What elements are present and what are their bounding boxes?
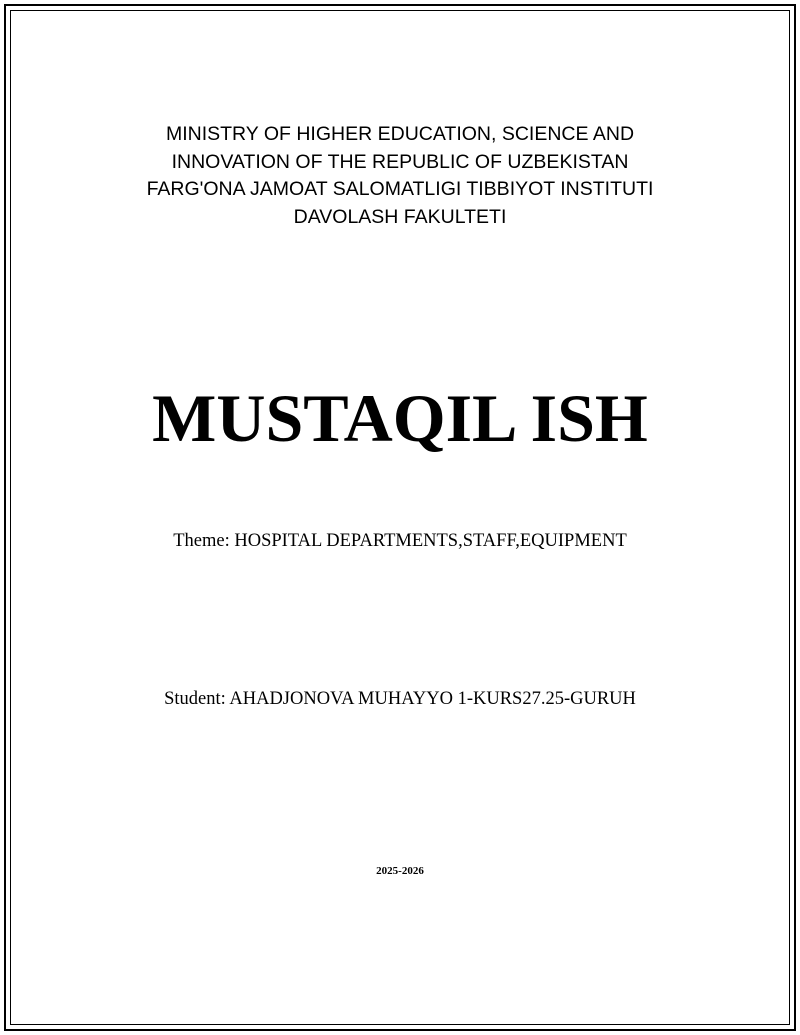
institution-header [0, 121, 800, 231]
academic-year: 2025-2026 [376, 865, 424, 877]
header-line: INNOVATION OF THE REPUBLIC OF UZBEKISTAN [171, 150, 629, 173]
student-line: Student: AHADJONOVA MUHAYYO 1-KURS27.25-GURUH [164, 689, 636, 709]
header-line: MINISTRY OF HIGHER EDUCATION, SCIENCE AND [165, 123, 635, 145]
document-title: MUSTAQIL ISH [152, 380, 648, 456]
header-line: DAVOLASH FAKULTETI [293, 205, 507, 228]
theme-line: Theme: HOSPITAL DEPARTMENTS,STAFF,EQUIPMENT [173, 531, 627, 551]
header-line: FARG'ONA JAMOAT SALOMATLIGI TIBBIYOT INSTITUTI [146, 178, 654, 200]
